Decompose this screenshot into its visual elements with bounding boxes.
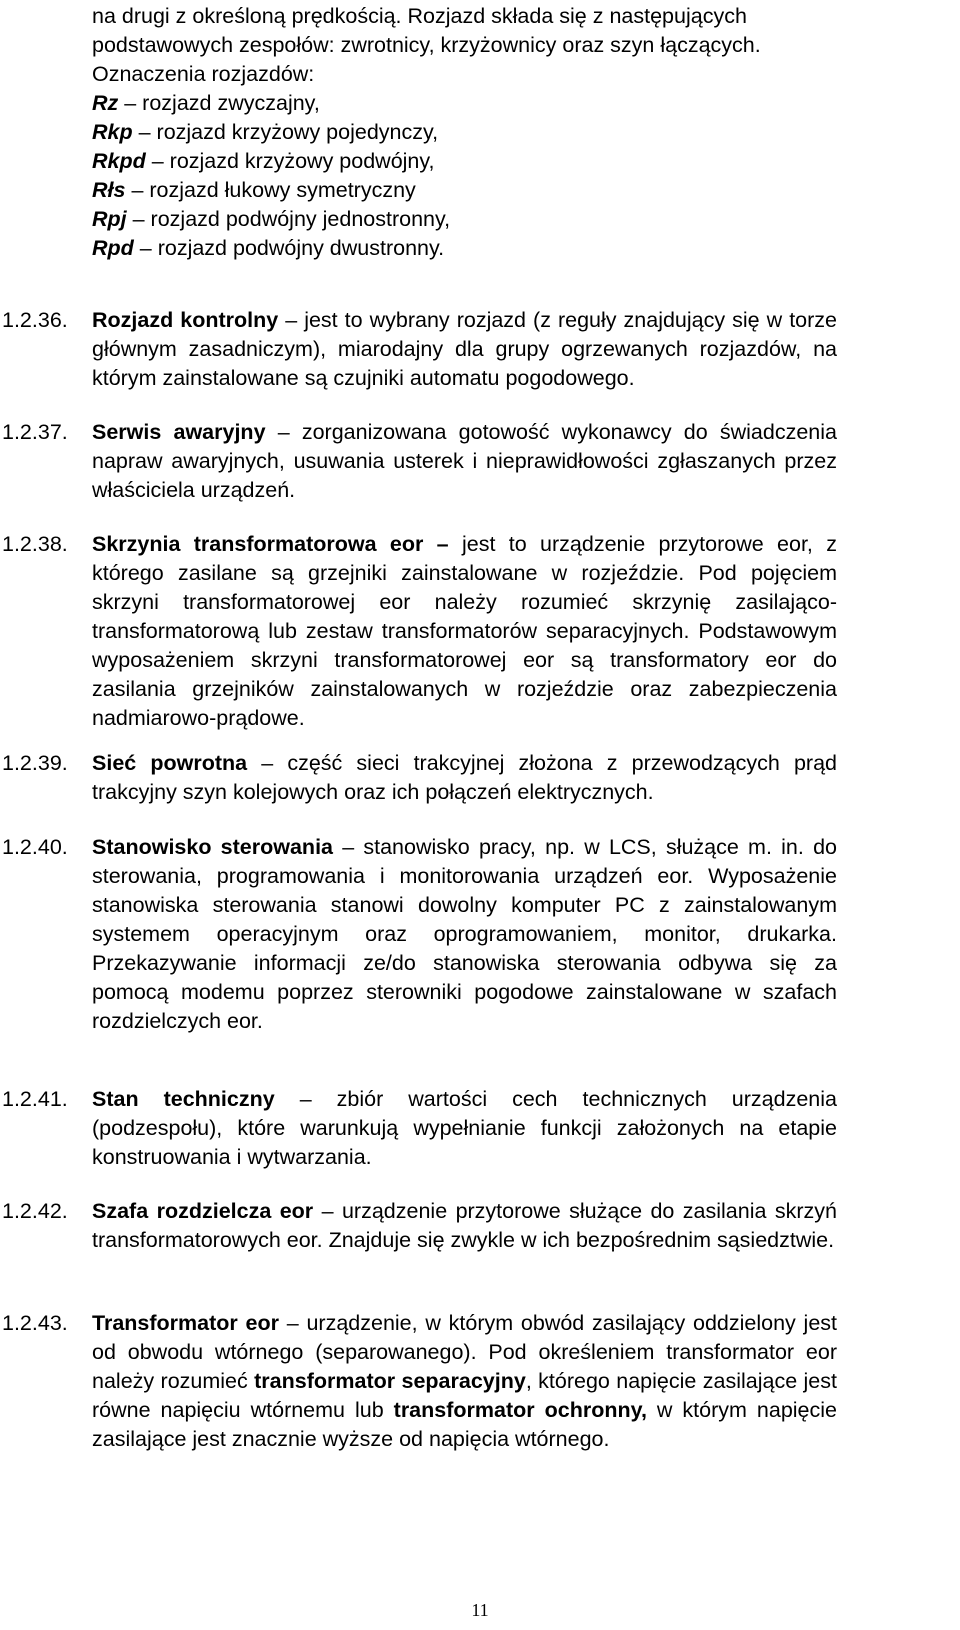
section-term: Sieć powrotna <box>92 751 248 775</box>
section-term: Stanowisko sterowania <box>92 835 333 859</box>
section-number: 1.2.37. <box>2 420 68 444</box>
abbreviation-code: Rz <box>92 91 119 115</box>
intro-line: na drugi z określoną prędkością. Rozjazd składa się z następujących <box>92 4 747 28</box>
section-term: Stan techniczny <box>92 1087 275 1111</box>
abbreviation-item <box>92 89 927 118</box>
section-term: Serwis awaryjny <box>92 420 266 444</box>
section-text: – stanowisko pracy, np. w LCS, służące m. in. do sterowania, programowania i monitorowania urządzeń eor. Wyposażenie stanowiska sterowania stanowi dowolny komputer PC z zainstalowanym systemem operacyjnym oraz oprogramowaniem, monitor, drukarka. Przekazywanie informacji ze/do stanowiska sterowania odbywa się za pomocą modemu poprzez sterowniki pogodowe zainstalowane w szafach rozdzielczych eor. <box>92 835 837 1033</box>
section-body <box>92 1309 837 1454</box>
section-text: , którego napięcie zasilające jest równe napięciu wtórnemu lub <box>92 1369 837 1422</box>
definition-section <box>2 833 837 1036</box>
definition-section <box>2 530 837 733</box>
section-body <box>92 749 837 807</box>
definition-section <box>2 418 837 505</box>
section-text: w którym napięcie zasilające jest znacznie wyższe od napięcia wtórnego. <box>92 1398 837 1451</box>
abbreviation-code: Rpd <box>92 236 134 260</box>
section-term: Szafa rozdzielcza eor <box>92 1199 314 1223</box>
definition-section <box>2 306 837 393</box>
intro-paragraph <box>92 2 927 263</box>
intro-line: podstawowych zespołów: zwrotnicy, krzyżownicy oraz szyn łączących. <box>92 33 761 57</box>
section-number: 1.2.42. <box>2 1199 68 1223</box>
section-body <box>92 1085 837 1172</box>
section-term: transformator separacyjny <box>254 1369 526 1393</box>
section-body <box>92 306 837 393</box>
definition-section <box>2 1197 837 1255</box>
section-term: Transformator eor <box>92 1311 279 1335</box>
section-number: 1.2.40. <box>2 835 68 859</box>
section-text: – jest to wybrany rozjazd (z reguły znajdujący się w torze głównym zasadniczym), miarodajny dla grupy ogrzewanych rozjazdów, na którym zainstalowane są czujniki automatu pogodowego. <box>92 308 837 390</box>
abbreviation-text: – rozjazd zwyczajny, <box>118 91 320 115</box>
abbreviation-item <box>92 176 927 205</box>
abbreviation-text: – rozjazd podwójny jednostronny, <box>126 207 451 231</box>
abbreviation-text: – rozjazd podwójny dwustronny. <box>133 236 445 260</box>
section-term: Skrzynia transformatorowa eor – <box>92 532 449 556</box>
abbreviation-item <box>92 205 927 234</box>
section-number: 1.2.39. <box>2 751 68 775</box>
section-text: – urządzenie, w którym obwód zasilający oddzielony jest od obwodu wtórnego (separowanego). Pod określeniem transformator eor należy rozumieć <box>92 1311 837 1393</box>
abbreviation-item <box>92 234 927 263</box>
abbreviation-text: – rozjazd krzyżowy pojedynczy, <box>132 120 439 144</box>
section-term: Rozjazd kontrolny <box>92 308 279 332</box>
page-number: 11 <box>471 1600 489 1620</box>
section-body <box>92 530 837 733</box>
section-text: – zorganizowana gotowość wykonawcy do świadczenia napraw awaryjnych, usuwania usterek i nieprawidłowości zgłaszanych przez właściciela urządzeń. <box>92 420 837 502</box>
abbreviation-code: Rpj <box>92 207 127 231</box>
abbreviation-code: Rkp <box>92 120 133 144</box>
section-text: – zbiór wartości cech technicznych urządzenia (podzespołu), które warunkują wypełnianie funkcji założonych na etapie konstruowania i wytwarzania. <box>92 1087 837 1169</box>
intro-line: Oznaczenia rozjazdów: <box>92 62 315 86</box>
abbreviation-text: – rozjazd krzyżowy podwójny, <box>145 149 435 173</box>
section-number: 1.2.43. <box>2 1311 68 1335</box>
section-text: jest to urządzenie przytorowe eor, z którego zasilane są grzejniki zainstalowane w rozjeździe. Pod pojęciem skrzyni transformatorowej eor należy rozumieć skrzynię zasilająco-transformatorową lub zestaw transformatorów separacyjnych. Podstawowym wyposażeniem skrzyni transformatorowej eor są transformatory eor do zasilania grzejników zainstalowanych w rozjeździe oraz zabezpieczenia nadmiarowo-prądowe. <box>92 532 837 730</box>
abbreviation-item <box>92 118 927 147</box>
section-body <box>92 1197 837 1255</box>
abbreviation-item <box>92 147 927 176</box>
section-text: – część sieci trakcyjnej złożona z przewodzących prąd trakcyjny szyn kolejowych oraz ich połączeń elektrycznych. <box>92 751 837 804</box>
section-text: – urządzenie przytorowe służące do zasilania skrzyń transformatorowych eor. Znajduje się zwykle w ich bezpośrednim sąsiedztwie. <box>92 1199 837 1252</box>
abbreviation-text: – rozjazd łukowy symetryczny <box>125 178 416 202</box>
section-term: transformator ochronny, <box>393 1398 647 1422</box>
section-body <box>92 418 837 505</box>
definition-section <box>2 749 837 807</box>
section-number: 1.2.41. <box>2 1087 68 1111</box>
section-body <box>92 833 837 1036</box>
definition-section <box>2 1309 837 1454</box>
section-number: 1.2.38. <box>2 532 68 556</box>
abbreviation-code: Rkpd <box>92 149 146 173</box>
definition-section <box>2 1085 837 1172</box>
section-number: 1.2.36. <box>2 308 68 332</box>
abbreviation-code: Rłs <box>92 178 126 202</box>
